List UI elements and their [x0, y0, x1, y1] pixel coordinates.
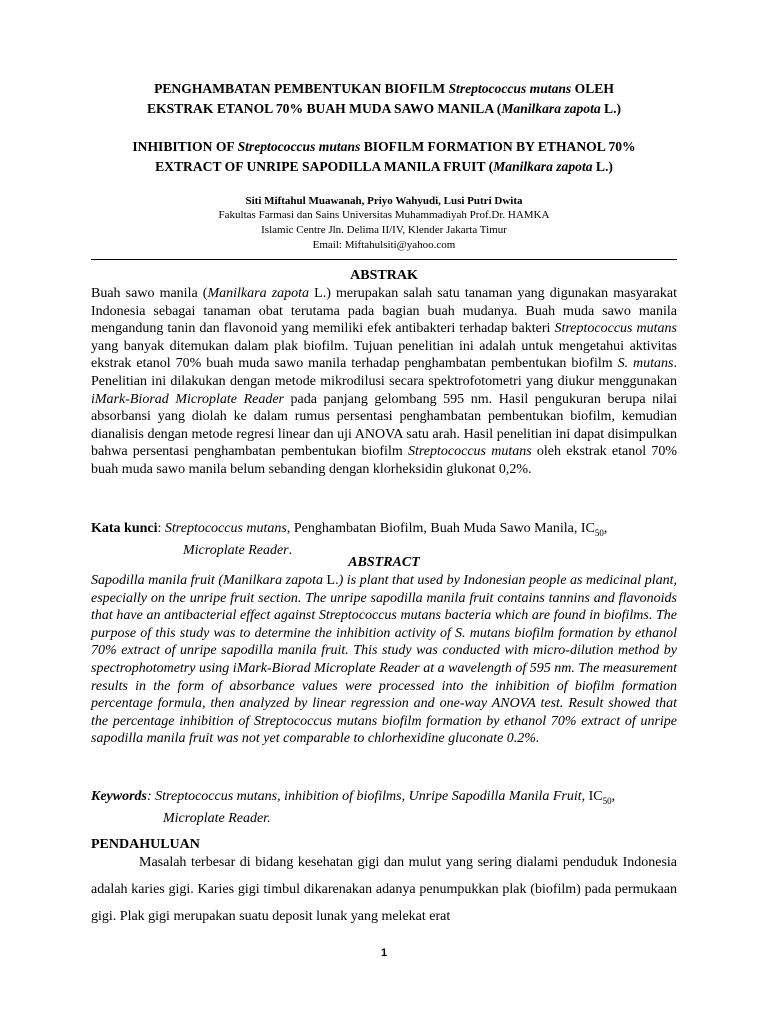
abstract-heading: ABSTRACT: [348, 555, 420, 570]
abstract-paragraph: [91, 572, 677, 748]
abstrak-text-2: L.) merupakan salah satu tanaman yang digunakan masyarakat Indonesia sebagai tanaman obat terutama pada bagian buah mudanya. Buah muda sawo manila mengandung tanin dan flavonoid yang memiliki efek antibakteri terhadap bakteri: [91, 286, 677, 337]
abstrak-text-3: yang banyak ditemukan dalam plak biofilm. Tujuan penelitian ini adalah untuk mengetahui aktivitas ekstrak etanol 70% buah muda sawo manila terhadap penghambatan pembentukan biofilm: [91, 338, 677, 372]
affiliation-line2: Islamic Centre Jln. Delima II/IV, Klender Jakarta Timur: [261, 224, 507, 236]
kata-kunci-species: Streptococcus mutans: [164, 521, 287, 536]
abstrak-italic-3: S. mutans: [617, 356, 674, 372]
author-email: Email: Miftahulsiti@yahoo.com: [312, 239, 456, 251]
keywords-line1: [91, 788, 677, 810]
keywords-terms: : Streptococcus mutans, inhibition of biofilms, Unripe Sapodilla Manila Fruit,: [147, 789, 589, 804]
keywords-ic-sub: 50: [602, 795, 612, 806]
title-id-line1-text: PENGHAMBATAN PEMBENTUKAN BIOFILM: [154, 81, 449, 96]
title-en-line2-end: L.): [592, 159, 613, 174]
kata-kunci-label: Kata kunci: [91, 521, 158, 536]
header-divider: [91, 259, 677, 260]
keywords-comma: ,: [611, 789, 616, 804]
kata-kunci-line1: [91, 520, 677, 542]
abstrak-text-1: Buah sawo manila (: [91, 286, 208, 301]
abstract-text-1: Sapodilla manila fruit (Manilkara zapota: [91, 573, 327, 588]
keywords-line2: [91, 810, 677, 828]
title-en-plant: Manilkara zapota: [493, 159, 593, 174]
title-id-species: Streptococcus mutans: [448, 81, 572, 96]
affiliation-line1: Fakultas Farmasi dan Sains Universitas Muhammadiyah Prof.Dr. HAMKA: [218, 209, 550, 221]
affiliation: [91, 208, 677, 253]
title-id-plant: Manilkara zapota: [501, 101, 601, 116]
abstract-upright: L.: [326, 573, 339, 588]
page-number: 1: [380, 947, 388, 959]
abstrak-italic-5: Streptococcus mutans: [407, 444, 532, 460]
keywords-label: Keywords: [91, 789, 147, 804]
title-id-line2-text: EKSTRAK ETANOL 70% BUAH MUDA SAWO MANILA (: [146, 101, 502, 116]
abstrak-paragraph: [91, 285, 677, 479]
title-id-line2-end: L.): [600, 101, 622, 116]
abstrak-text-5: pada panjang gelombang 595 nm. Hasil pengukuran berupa nilai absorbansi yang diolah ke dalam rumus persentasi penghambatan pembentukan biofilm, kemudian dianalisis dengan metode regresi linear dan uji ANOVA satu arah. Hasil penelitian ini dapat disimpulkan bahwa persentasi penghambatan pembentukan biofilm: [91, 391, 677, 460]
abstrak-text-4: . Penelitian ini dilakukan dengan metode mikrodilusi secara spektrofotometri yang diukur menggunakan: [91, 356, 678, 389]
abstrak-italic-1: Manilkara zapota: [207, 286, 310, 301]
title-en-line2-text: EXTRACT OF UNRIPE SAPODILLA MANILA FRUIT (: [155, 159, 494, 174]
title-en-line1-end: BIOFILM FORMATION BY ETHANOL 70%: [360, 139, 636, 154]
title-english: [91, 137, 677, 177]
title-indonesian: [91, 79, 677, 119]
title-en-species: Streptococcus mutans: [237, 139, 361, 154]
abstract-text-2: ) is plant that used by Indonesian people as medicinal plant, especially on the unripe fruit section. The unripe sapodilla manila fruit contains tannins and flavonoids that have an antibacterial effect against Streptococcus mutans bacteria which are found in biofilms. The purpose of this study was to determine the inhibition activity of S. mutans biofilm formation by ethanol 70% extract of unripe sapodilla manila fruit. This study was conducted with micro-dilution method by spectrophotometry using iMark-Biorad Microplate Reader at a wavelength of 595 nm. The measurement results in the form of absorbance values were processed into the inhibition of biofilm formation percentage formula, then analyzed by linear regression and one-way ANOVA test. Result showed that the percentage inhibition of Streptococcus mutans biofilm formation by ethanol 70% extract of unripe sapodilla manila fruit was not yet comparable to chlorhexidine gluconate 0.2%.: [91, 573, 677, 747]
keywords-ic: IC: [588, 789, 603, 804]
pendahuluan-heading: PENDAHULUAN: [91, 837, 200, 852]
keywords-microplate: Microplate Reader.: [163, 810, 271, 826]
abstrak-italic-4: iMark-Biorad Microplate Reader: [91, 391, 284, 407]
kata-kunci-comma: ,: [603, 521, 608, 536]
abstrak-italic-2: Streptococcus mutans: [554, 321, 677, 337]
pendahuluan-paragraph: Masalah terbesar di bidang kesehatan gigi dan mulut yang sering dialami penduduk Indonesia adalah karies gigi. Karies gigi timbul dikarenakan adanya penumpukkan plak (biofilm) pada permukaan gigi. Plak gigi merupakan suatu deposit lunak yang melekat erat: [91, 855, 677, 924]
title-en-line1-text: INHIBITION OF: [132, 139, 238, 154]
keywords: [91, 788, 677, 828]
kata-kunci-microplate: Microplate Reader: [183, 542, 289, 558]
kata-kunci-ic-sub: 50: [594, 527, 604, 538]
authors: Siti Miftahul Muawanah, Priyo Wahyudi, Lusi Putri Dwita: [245, 195, 523, 207]
kata-kunci-end: .: [288, 542, 293, 558]
kata-kunci-colon: :: [157, 521, 165, 536]
title-id-line1-end: OLEH: [571, 81, 614, 96]
kata-kunci-terms: , Penghambatan Biofilm, Buah Muda Sawo Manila, IC: [286, 521, 595, 536]
abstrak-text-6: oleh ekstrak etanol 70% buah muda sawo manila belum sebanding dengan klorheksidin glukonat 0,2%.: [91, 444, 678, 477]
abstrak-heading: ABSTRAK: [350, 268, 418, 283]
